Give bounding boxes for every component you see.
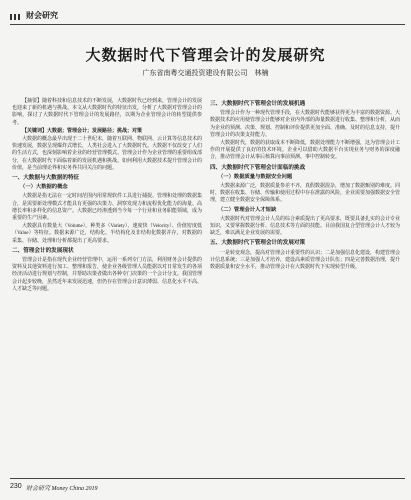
right-column xyxy=(210,98,400,272)
paragraph-5: 大数据时代，数据的获取成本不断降低，数据处理能力不断增强，这为管理会计工作的开展提供了良好的技术环境。企业可以借助大数据平台实现业务与财务的深度融合，推动管理会计从事后核算向事前预测、事中控制转变。 xyxy=(210,141,401,161)
paragraph-4: 管理会计作为一种现代管理手段，在大数据时代能够获得更为丰富的数据资源。大数据技术的应用使管理会计能够对企业内外部的海量数据进行收集、整理和分析，从而为企业的预测、决策、规划、控制和评价提供更加全面、准确、及时的信息支持，提升管理会计的决策支持能力。 xyxy=(210,111,401,138)
header-dots-icon xyxy=(10,14,22,20)
abstract: 【摘要】随着科技和信息技术的不断发展，大数据时代已经到来，管理会计的发展也迎来了新的机遇与挑战。本文从大数据时代的特征出发，分析了大数据对管理会计的影响，探讨了大数据时代下管理会计的发展路径，以期为企业管理会计的转型提供参考。 xyxy=(12,99,203,126)
section-heading-1: 一、大数据与大数据的特征 xyxy=(12,175,80,182)
paragraph-3: 管理会计是指在现代企业经营管理中，运用一系列专门方法，利用财务会计提供的资料及其他资料进行加工、整理和报告，使企业各级管理人员能据以对日常发生的各项经济活动进行规划与控制，并帮助决策者做出各种专门决策的一个会计分支。我国管理会计起步较晚，虽然近年来发展迅速，但仍存在管理会计意识薄弱、信息化水平不高、人才缺乏等问题。 xyxy=(12,258,203,292)
subsection-heading-4b: （二）管理会计人才短缺 xyxy=(218,206,277,213)
left-column xyxy=(12,98,202,294)
subsection-heading-1a: （一）大数据的概念 xyxy=(20,184,68,191)
section-heading-3: 三、大数据时代下管理会计的发展机遇 xyxy=(210,101,306,107)
article-title: 大数据时代下管理会计的发展研究 xyxy=(85,47,326,64)
page-number: 230 xyxy=(10,483,22,490)
paragraph-6: 大数据来源广泛，数据质量参差不齐，真假数据混杂，增加了数据甄别的难度。同时，数据在收集、存储、传输和使用过程中存在泄露的风险，企业需要加强数据安全管理，建立健全数据安全保障体系。 xyxy=(210,184,401,204)
paragraph-7: 大数据时代对管理会计人员的综合素质提出了更高要求，既要具备扎实的会计专业知识，又要掌握数据分析、信息技术等方面的技能。目前我国复合型管理会计人才较为缺乏，难以满足企业发展的需要。 xyxy=(210,216,401,237)
paragraph-1: 大数据是指无法在一定时间范围内用常规软件工具进行捕捉、管理和处理的数据集合，是需要新处理模式才能具有更强的决策力、洞察发现力和流程优化能力的海量、高增长率和多样化的信息资产。大数据已经渗透到当今每一个行业和业务职能领域，成为重要的生产因素。 xyxy=(12,194,203,222)
header-rule xyxy=(10,24,405,25)
footer-rule xyxy=(10,478,405,479)
section-label: 财会研究 xyxy=(26,11,58,20)
page-footer xyxy=(10,478,405,496)
intro-paragraph: 大数据的概念最早出现于二十世纪末，随着互联网、物联网、云计算等信息技术的快速发展，数据呈现爆炸式增长，人类社会进入了大数据时代。大数据不仅改变了人们的生活方式，也深刻影响着企业的经营管理模式。管理会计作为企业管理的重要组成部分，在大数据时代下面临着新的发展机遇和挑战。如何利用大数据技术提升管理会计的价值，是当前理论界和实务界共同关注的问题。 xyxy=(12,137,203,171)
author-byline: 广东省南粤交通投资建设有限公司 林楠 xyxy=(142,69,269,77)
section-heading-4: 四、大数据时代下管理会计面临的挑战 xyxy=(210,164,306,171)
journal-name: 财会研究 Money China 2019 xyxy=(26,486,98,492)
paragraph-2: 大数据具有数量大（Volume）、种类多（Variety）、速度快（Velocity）、价值密度低（Value）等特征。数据来源广泛，结构化、半结构化及非结构化数据并存，对数据的采集、存储、处理和分析都提出了更高要求。 xyxy=(12,224,202,244)
section-heading-5: 五、大数据时代下管理会计的发展对策 xyxy=(210,240,306,247)
keywords: 【关键词】大数据；管理会计；发展路径；挑战；对策 xyxy=(22,128,143,134)
running-header xyxy=(10,8,405,26)
section-heading-2: 二、管理会计的发展现状 xyxy=(12,247,74,254)
subsection-heading-4a: （一）数据质量与数据安全问题 xyxy=(218,173,293,180)
paragraph-8: 一是转变观念，提高对管理会计重要性的认识；二是加强信息化建设，构建管理会计信息系统；三是加强人才培养，建设高素质管理会计队伍；四是完善数据治理，提升数据质量和安全水平，推动管理会计在大数据时代下实现转型升级。 xyxy=(210,250,401,271)
